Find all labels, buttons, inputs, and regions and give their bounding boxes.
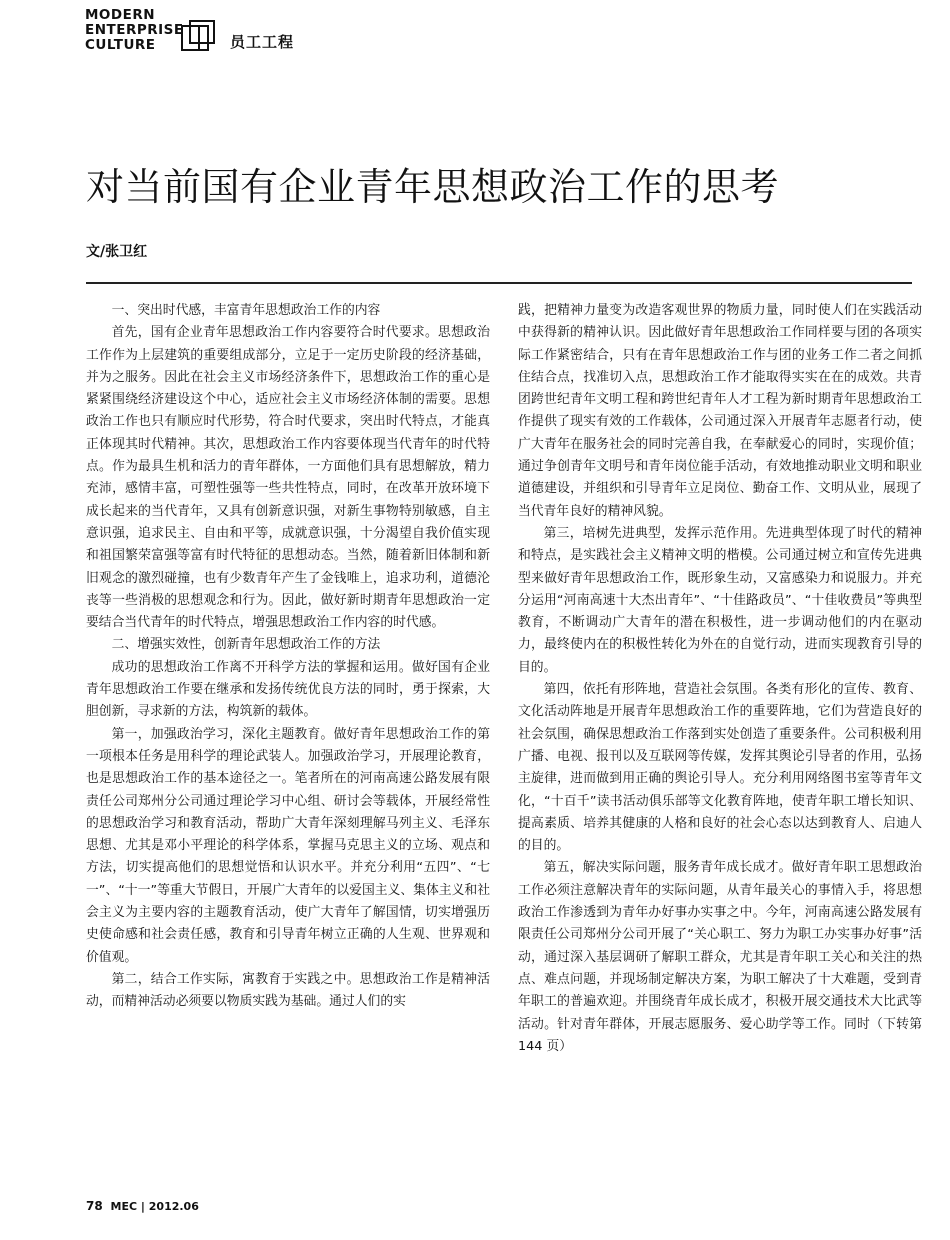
section-heading: 一、突出时代感，丰富青年思想政治工作的内容 bbox=[111, 303, 381, 318]
article-author: 文/张卫红 bbox=[86, 244, 148, 260]
paragraph: 第三，培树先进典型，发挥示范作用。先进典型体现了时代的精神和特点，是实践社会主义精神文明的楷模。公司通过树立和宣传先进典型来做好青年思想政治工作，既形象生动，又富感染力和说服力。并充分运用“河南高速十大杰出青年”、“十佳路政员”、“十佳收费员”等典型教育，不断调动广大青年的潜在积极性，进一步调动他们的内在驱动力，最终使内在的积极性转化为外在的自觉行动，进而实现教育引导的目的。 bbox=[518, 525, 922, 675]
article-column-right bbox=[518, 300, 922, 1058]
article-title: 对当前国有企业青年思想政治工作的思考 bbox=[86, 165, 780, 209]
title-divider bbox=[86, 282, 912, 284]
page-footer bbox=[86, 1199, 199, 1213]
masthead-line-3: CULTURE bbox=[85, 37, 156, 53]
paragraph: 第一，加强政治学习，深化主题教育。做好青年思想政治工作的第一项根本任务是用科学的理论武装人。加强政治学习，开展理论教育，也是思想政治工作的基本途径之一。笔者所在的河南高速公路发展有限责任公司郑州分公司通过理论学习中心组、研讨会等载体，开展经常性的思想政治学习和教育活动，帮助广大青年深刻理解马列主义、毛泽东思想、尤其是邓小平理论的科学体系，掌握马克思主义的立场、观点和方法，切实提高他们的思想觉悟和认识水平。并充分利用“五四”、“七一”、“十一”等重大节假日，开展广大青年的以爱国主义、集体主义和社会主义为主要内容的主题教育活动，使广大青年了解国情，切实增强历史使命感和社会责任感，教育和引导青年树立正确的人生观、世界观和价值观。 bbox=[86, 726, 490, 965]
paragraph: 首先，国有企业青年思想政治工作内容要符合时代要求。思想政治工作作为上层建筑的重要组成部分，立足于一定历史阶段的经济基础，并为之服务。因此在社会主义市场经济条件下，思想政治工作的重心是紧紧围绕经济建设这个中心，适应社会主义市场经济体制的需要。思想政治工作也只有顺应时代形势，符合时代要求，突出时代特点，才能真正体现其时代精神。其次，思想政治工作内容要体现当代青年的时代特点。作为最具生机和活力的青年群体，一方面他们具有思想解放，精力充沛，感情丰富，可塑性强等一些共性特点，同时，在改革开放环境下成长起来的当代青年，又具有创新意识强，对新生事物特别敏感，自主意识强，追求民主、自由和平等，成就意识强，十分渴望自我价值实现和祖国繁荣富强等富有时代特征的思想动态。当然，随着新旧体制和新旧观念的激烈碰撞，也有少数青年产生了金钱唯上，追求功利，道德沦丧等一些消极的思想观念和行为。因此，做好新时期青年思想政治一定要结合当代青年的时代特点，增强思想政治工作内容的时代感。 bbox=[86, 325, 490, 631]
masthead-line-1: MODERN bbox=[85, 7, 156, 23]
paragraph: 成功的思想政治工作离不开科学方法的掌握和运用。做好国有企业青年思想政治工作要在继承和发扬传统优良方法的同时，勇于探索，大胆创新，寻求新的方法，构筑新的载体。 bbox=[86, 659, 490, 720]
article-column-left bbox=[86, 300, 490, 1014]
section-tag: 员工工程 bbox=[230, 33, 295, 51]
page-number: 78 bbox=[86, 1199, 103, 1213]
masthead-line-2: ENTERPRISE bbox=[85, 22, 184, 38]
journal-issue: MEC | 2012.06 bbox=[110, 1200, 199, 1213]
paragraph: 第五，解决实际问题，服务青年成长成才。做好青年职工思想政治工作必须注意解决青年的实际问题，从青年最关心的事情入手，将思想政治工作渗透到为青年办好事办实事之中。今年，河南高速公路发展有限责任公司郑州分公司开展了“关心职工、努力为职工办实事办好事”活动，通过深入基层调研了解职工群众，尤其是青年职工关心和关注的热点、难点问题，并现场制定解决方案，为职工解决了十大难题，受到青年职工的普遍欢迎。并围绕青年成长成才，积极开展交通技术大比武等活动。针对青年群体，开展志愿服务、爱心助学等工作。同时（下转第 144 页） bbox=[518, 860, 922, 1054]
paragraph-continued: 践，把精神力量变为改造客观世界的物质力量，同时使人们在实践活动中获得新的精神认识。因此做好青年思想政治工作同样要与团的各项实际工作紧密结合，只有在青年思想政治工作与团的业务工作二者之间抓住结合点，找准切入点，思想政治工作才能取得实实在在的成效。共青团跨世纪青年文明工程和跨世纪青年人才工程为新时期青年思想政治工作提供了现实有效的工作载体，公司通过深入开展青年志愿者行动，使广大青年在服务社会的同时完善自我，在奉献爱心的同时，实现价值；通过争创青年文明号和青年岗位能手活动，有效地推动职业文明和职业道德建设，并组织和引导青年立足岗位、勤奋工作、文明从业，展现了当代青年良好的精神风貌。 bbox=[518, 303, 922, 519]
magazine-logo-icon bbox=[181, 20, 215, 52]
masthead bbox=[85, 8, 184, 53]
section-heading: 二、增强实效性，创新青年思想政治工作的方法 bbox=[111, 637, 381, 653]
paragraph: 第四，依托有形阵地，营造社会氛围。各类有形化的宣传、教育、文化活动阵地是开展青年思想政治工作的重要阵地，它们为营造良好的社会氛围，确保思想政治工作落到实处创造了重要条件。公司积极利用广播、电视、报刊以及互联网等传媒，发挥其舆论引导者的作用，弘扬主旋律，进而做到用正确的舆论引导人。充分利用网络图书室等青年文化，“十百千”读书活动俱乐部等文化教育阵地，使青年职工增长知识、提高素质、培养其健康的人格和良好的社会心态以达到教育人、启迪人的目的。 bbox=[518, 682, 922, 854]
paragraph: 第二，结合工作实际，寓教育于实践之中。思想政治工作是精神活动，而精神活动必须要以物质实践为基础。通过人们的实 bbox=[86, 971, 490, 1010]
